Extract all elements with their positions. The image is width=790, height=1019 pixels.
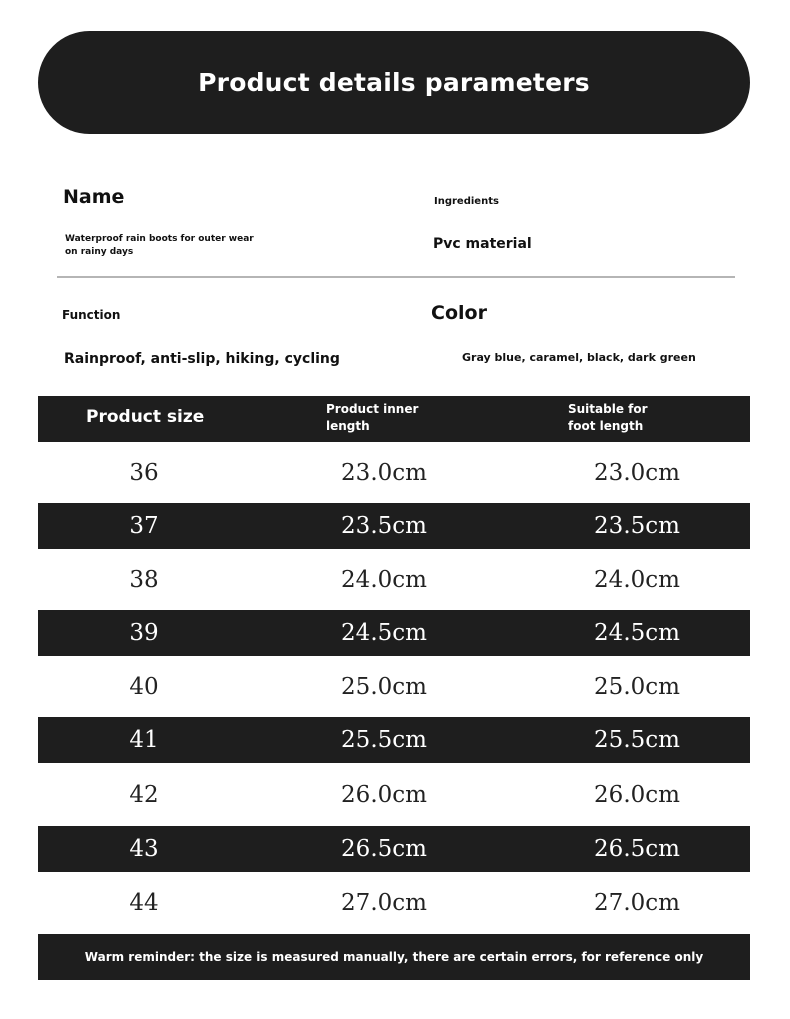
title-banner bbox=[38, 31, 750, 134]
foot-length-cell: 27.0cm bbox=[594, 890, 680, 916]
inner-length-cell: 25.0cm bbox=[341, 673, 427, 700]
foot-length-cell: 24.0cm bbox=[594, 566, 680, 593]
table-row bbox=[38, 717, 750, 763]
size-cell: 42 bbox=[129, 781, 159, 808]
section-divider bbox=[57, 276, 735, 278]
size-cell: 36 bbox=[129, 459, 159, 486]
foot-length-cell: 26.5cm bbox=[594, 836, 680, 862]
inner-length-cell: 26.0cm bbox=[341, 781, 427, 808]
inner-length-cell: 24.0cm bbox=[341, 566, 427, 593]
header-product-size: Product size bbox=[86, 407, 205, 427]
table-row bbox=[38, 610, 750, 656]
name-value: Waterproof rain boots for outer wear on rainy days bbox=[65, 234, 254, 257]
foot-length-cell: 25.5cm bbox=[594, 727, 680, 753]
inner-length-cell: 27.0cm bbox=[341, 890, 427, 916]
header-inner-length: Product inner length bbox=[326, 402, 419, 433]
size-table-body bbox=[38, 442, 750, 934]
foot-length-cell: 23.5cm bbox=[594, 513, 680, 539]
header-foot-length: Suitable for foot length bbox=[568, 402, 648, 433]
size-cell: 41 bbox=[129, 727, 159, 753]
name-label: Name bbox=[63, 186, 125, 208]
table-row bbox=[38, 872, 750, 934]
table-row bbox=[38, 442, 750, 503]
ingredients-label: Ingredients bbox=[434, 196, 499, 207]
table-row bbox=[38, 826, 750, 872]
inner-length-cell: 25.5cm bbox=[341, 727, 427, 753]
ingredients-value: Pvc material bbox=[433, 236, 532, 252]
size-cell: 43 bbox=[129, 836, 159, 862]
size-cell: 44 bbox=[129, 890, 159, 916]
size-table-header bbox=[38, 396, 750, 442]
size-cell: 40 bbox=[129, 673, 159, 700]
foot-length-cell: 24.5cm bbox=[594, 620, 680, 646]
size-cell: 39 bbox=[129, 620, 159, 646]
color-value: Gray blue, caramel, black, dark green bbox=[462, 351, 696, 364]
page-title: Product details parameters bbox=[198, 68, 590, 97]
function-label: Function bbox=[62, 308, 121, 322]
table-row bbox=[38, 763, 750, 826]
size-cell: 38 bbox=[129, 566, 159, 593]
foot-length-cell: 26.0cm bbox=[594, 781, 680, 808]
inner-length-cell: 26.5cm bbox=[341, 836, 427, 862]
foot-length-cell: 23.0cm bbox=[594, 459, 680, 486]
foot-length-cell: 25.0cm bbox=[594, 673, 680, 700]
size-cell: 37 bbox=[129, 513, 159, 539]
warm-reminder-bar bbox=[38, 934, 750, 980]
inner-length-cell: 23.0cm bbox=[341, 459, 427, 486]
inner-length-cell: 24.5cm bbox=[341, 620, 427, 646]
color-label: Color bbox=[431, 302, 487, 324]
table-row bbox=[38, 549, 750, 610]
function-value: Rainproof, anti-slip, hiking, cycling bbox=[64, 351, 340, 367]
warm-reminder-text: Warm reminder: the size is measured manually, there are certain errors, for reference only bbox=[84, 950, 704, 964]
table-row bbox=[38, 656, 750, 717]
table-row bbox=[38, 503, 750, 549]
inner-length-cell: 23.5cm bbox=[341, 513, 427, 539]
